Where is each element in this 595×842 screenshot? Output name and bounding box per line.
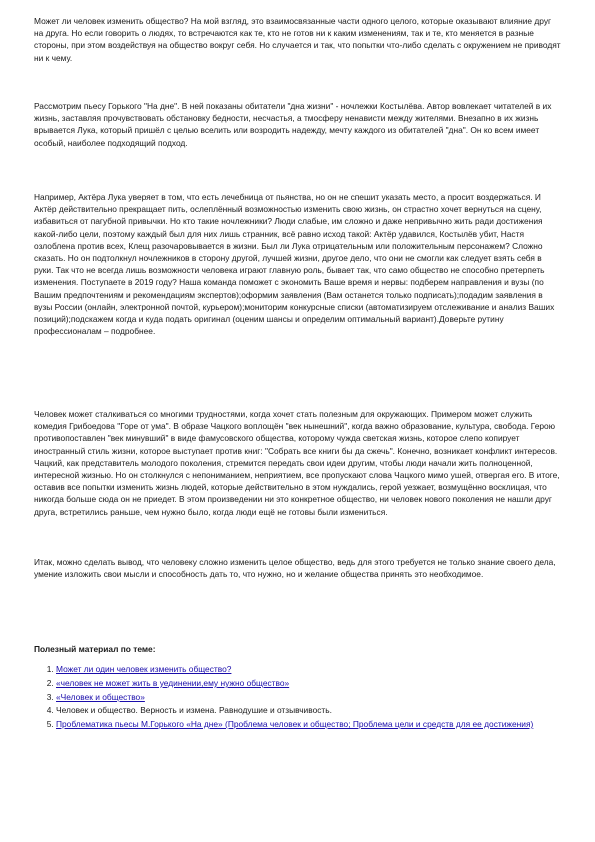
- useful-link-2[interactable]: «человек не может жить в уединении,ему нужно общество»: [56, 677, 290, 688]
- list-item: [56, 718, 561, 730]
- essay-paragraph-intro: Может ли человек изменить общество? На мой взгляд, это взаимосвязанные части одного целого, которые оказывают влияние друг на друга. Но если говорить о людях, то встречаются как те, кто не готов ни к каким изменениям, так и те, кто меняется в разные стороны, при этом воздействуя на общество вокруг себя. Но случается и так, что попытки что-либо сделать с окружением не приводят ни к чему.: [34, 16, 561, 63]
- useful-link-5[interactable]: Проблематика пьесы М.Горького «На дне» (Проблема человек и общество; Проблема цели и средств для ее достижения): [56, 719, 534, 730]
- essay-paragraph-conclusion: Итак, можно сделать вывод, что человеку сложно изменить целое общество, ведь для этого требуется не только знание своего дела, умение изложить свои мысли и способность дать то, что нужно, но и желание общества принять это необходимое.: [34, 557, 556, 580]
- useful-material-section: [34, 643, 561, 732]
- list-item: [56, 677, 561, 689]
- list-item: [56, 704, 561, 716]
- list-item: [56, 663, 561, 675]
- useful-link-1[interactable]: Может ли один человек изменить общество?: [56, 664, 232, 675]
- useful-material-list: [34, 663, 561, 730]
- list-item: [56, 691, 561, 703]
- useful-item-4: Человек и общество. Верность и измена. Равнодушие и отзывчивость.: [56, 705, 332, 716]
- useful-material-title: Полезный материал по теме:: [34, 644, 156, 654]
- essay-paragraph-gorky: Рассмотрим пьесу Горького "На дне". В ней показаны обитатели "дна жизни" - ночлежки Костылёва. Автор вовлекает читателей в их жизнь, заставляя прочувствовать обстановку бедности, несчастья, а тмосферу ненависти между жителями. Внезапно в их жизнь врывается Лука, который пришёл с целью вселить или возродить надежду, мечту каждого из обитателей "дна". Он ко всем имеет особый, наиболее подходящий подход.: [34, 101, 552, 148]
- useful-link-3[interactable]: «Человек и общество»: [56, 691, 145, 702]
- essay-paragraph-chatsky: Человек может сталкиваться со многими трудностями, когда хочет стать полезным для окружающих. Примером может служить комедия Грибоедова "Горе от ума". В образе Чацкого воплощён "век нынешний", когда важно образование, культура, свобода. Герою противопоставлен "век минувший" в виде фамусовского общества, которому чужда светская жизнь, которое слепо копирует иностранный стиль жизни, которое выступает против книг: "Собрать все книги бы да сжечь". Конечно, возникает конфликт интересов. Чацкий, как представитель молодого поколения, стремится передать свои идеи другим, чтобы люди начали жить полноценной, интересной жизнью. Но он столкнулся с непониманием, неприятием, все пропускают слова Чацкого мимо ушей, отвергая его. В итоге, оставив все попытки изменить жизнь людей, которые действительно в этом нуждались, герой уезжает, возмущённо восклицая, что никогда больше сюда он не приедет. В этом произведении ни это конкретное общество, ни человек нового поколения не нашли друг друга, встретились раньше, чем нужно было, когда люди ещё не готовы были измениться.: [34, 409, 560, 517]
- essay-paragraph-luka: Например, Актёра Лука уверяет в том, что есть лечебница от пьянства, но он не спешит указать место, а просит воздержаться. И Актёр действительно прекращает пить, ослеплённый возможностью изменить свою жизнь, он страстно хочет вернуться на сцену, избавиться от пагубной привычки. Но кто такие ночлежники? Люди слабые, им сложно и даже непривычно жить ради достижения какой-либо цели, поэтому каждый был для них лишь странник, всё равно исход такой: Актёр удавился, Костылёв убит, Настя озлоблена против всех, Клещ разочаровывается в жизни. Был ли Лука отрицательным или положительным персонажем? Сложно сказать. Но он подтолкнул ночлежников в сторону другой, лучшей жизни, другое дело, что они не смогли как следует взять себя в руки. Так что не всегда лишь возможности человека играют главную роль, бывает так, что само общество не способно претерпеть изменения. Поступаете в 2019 году? Наша команда поможет с экономить Ваше время и нервы: подберем направления и вузы (по Вашим предпочтениям и рекомендациям экспертов);оформим заявления (Вам останется только подписать);подадим заявления в вузы России (онлайн, электронной почтой, курьером);мониторим конкурсные списки (автоматизируем отслеживание и анализ Ваших позиций);подскажем когда и куда подать оригинал (оценим шансы и определим оптимальный вариант).Доверьте рутину профессионалам – подробнее.: [34, 192, 555, 337]
